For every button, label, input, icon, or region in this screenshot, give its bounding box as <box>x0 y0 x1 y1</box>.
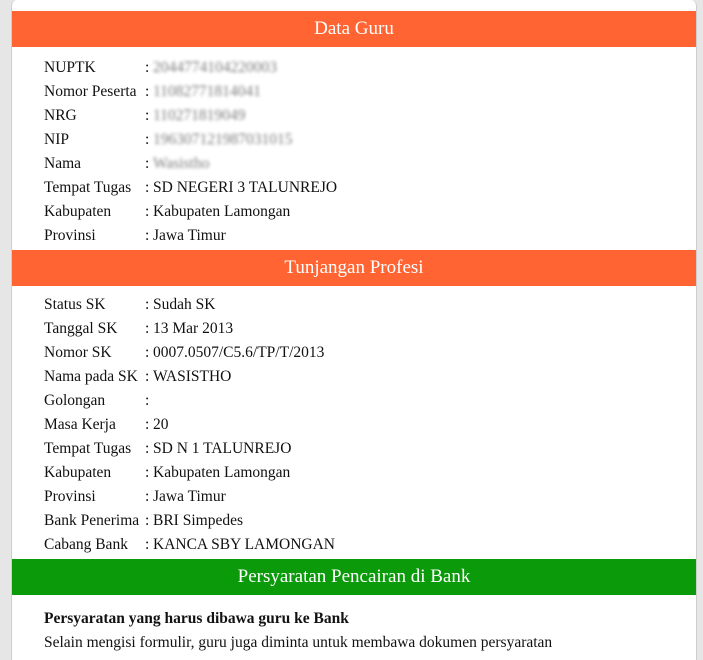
row-tanggal-sk <box>44 317 696 341</box>
row-status-sk <box>44 293 696 317</box>
row-label: Kabupaten <box>44 464 112 481</box>
persyaratan-header: Persyaratan Pencairan di Bank <box>12 559 696 595</box>
row-label: Masa Kerja <box>44 416 116 433</box>
row-value: Jawa Timur <box>153 488 226 505</box>
row-label: Provinsi <box>44 488 96 505</box>
row-kabupaten <box>44 200 696 224</box>
row-value: WASISTHO <box>153 368 232 385</box>
row-provinsi <box>44 224 696 248</box>
row-separator: : <box>145 107 150 124</box>
data-guru-header: Data Guru <box>12 11 696 47</box>
row-label: Golongan <box>44 392 106 409</box>
tunjangan-rows <box>12 286 696 559</box>
row-value: Kabupaten Lamongan <box>153 464 291 481</box>
row-label: Tempat Tugas <box>44 440 132 457</box>
row-label: Nomor SK <box>44 344 112 361</box>
row-nomor-peserta <box>44 80 696 104</box>
row-value: SD NEGERI 3 TALUNREJO <box>153 179 338 196</box>
row-label: Tempat Tugas <box>44 179 132 196</box>
row-nomor-sk <box>44 341 696 365</box>
row-tempat-tugas <box>44 176 696 200</box>
row-separator: : <box>145 296 150 313</box>
row-value: Kabupaten Lamongan <box>153 203 291 220</box>
row-provinsi <box>44 485 696 509</box>
row-separator: : <box>145 440 150 457</box>
row-nama <box>44 152 696 176</box>
row-value: KANCA SBY LAMONGAN <box>153 536 335 553</box>
persyaratan-body <box>12 595 696 655</box>
row-separator: : <box>145 488 150 505</box>
row-separator: : <box>145 344 150 361</box>
row-label: Cabang Bank <box>44 536 128 553</box>
row-separator: : <box>145 83 150 100</box>
data-guru-rows <box>12 47 696 250</box>
row-value: 110271819049 <box>153 107 246 124</box>
row-kabupaten <box>44 461 696 485</box>
row-value: 2044774104220003 <box>153 59 277 76</box>
row-label: NUPTK <box>44 59 96 76</box>
row-label: NRG <box>44 107 77 124</box>
row-label: NIP <box>44 131 69 148</box>
row-masa-kerja <box>44 413 696 437</box>
row-label: Tanggal SK <box>44 320 118 337</box>
row-separator: : <box>145 368 150 385</box>
row-separator: : <box>145 131 150 148</box>
row-nama-pada-sk <box>44 365 696 389</box>
row-value: 196307121987031015 <box>153 131 293 148</box>
row-separator: : <box>145 464 150 481</box>
row-separator: : <box>145 392 150 409</box>
row-label: Provinsi <box>44 227 96 244</box>
row-separator: : <box>145 155 150 172</box>
row-separator: : <box>145 203 150 220</box>
persyaratan-subtitle: Persyaratan yang harus dibawa guru ke Bank <box>44 610 349 627</box>
row-value: Wasistho <box>153 155 210 172</box>
row-separator: : <box>145 320 150 337</box>
row-label: Status SK <box>44 296 106 313</box>
teacher-info-card <box>11 0 697 660</box>
row-nip <box>44 128 696 152</box>
row-separator: : <box>145 179 150 196</box>
row-label: Nomor Peserta <box>44 83 137 100</box>
row-value: 13 Mar 2013 <box>153 320 234 337</box>
row-cabang-bank <box>44 533 696 557</box>
row-value: SD N 1 TALUNREJO <box>153 440 292 457</box>
row-nrg <box>44 104 696 128</box>
row-value: 20 <box>153 416 169 433</box>
tunjangan-profesi-header: Tunjangan Profesi <box>12 250 696 286</box>
row-label: Nama <box>44 155 82 172</box>
row-golongan <box>44 389 696 413</box>
row-separator: : <box>145 416 150 433</box>
row-label: Kabupaten <box>44 203 112 220</box>
row-separator: : <box>145 536 150 553</box>
row-value: Jawa Timur <box>153 227 226 244</box>
row-separator: : <box>145 59 150 76</box>
persyaratan-text: Selain mengisi formulir, guru juga diminta untuk membawa dokumen persyaratan <box>44 634 553 651</box>
row-bank-penerima <box>44 509 696 533</box>
row-value: Sudah SK <box>153 296 216 313</box>
row-value: 0007.0507/C5.6/TP/T/2013 <box>153 344 325 361</box>
row-tempat-tugas <box>44 437 696 461</box>
row-label: Bank Penerima <box>44 512 140 529</box>
row-value: BRI Simpedes <box>153 512 243 529</box>
row-nuptk <box>44 56 696 80</box>
row-separator: : <box>145 227 150 244</box>
row-separator: : <box>145 512 150 529</box>
row-label: Nama pada SK <box>44 368 138 385</box>
row-value: 11082771814041 <box>153 83 261 100</box>
